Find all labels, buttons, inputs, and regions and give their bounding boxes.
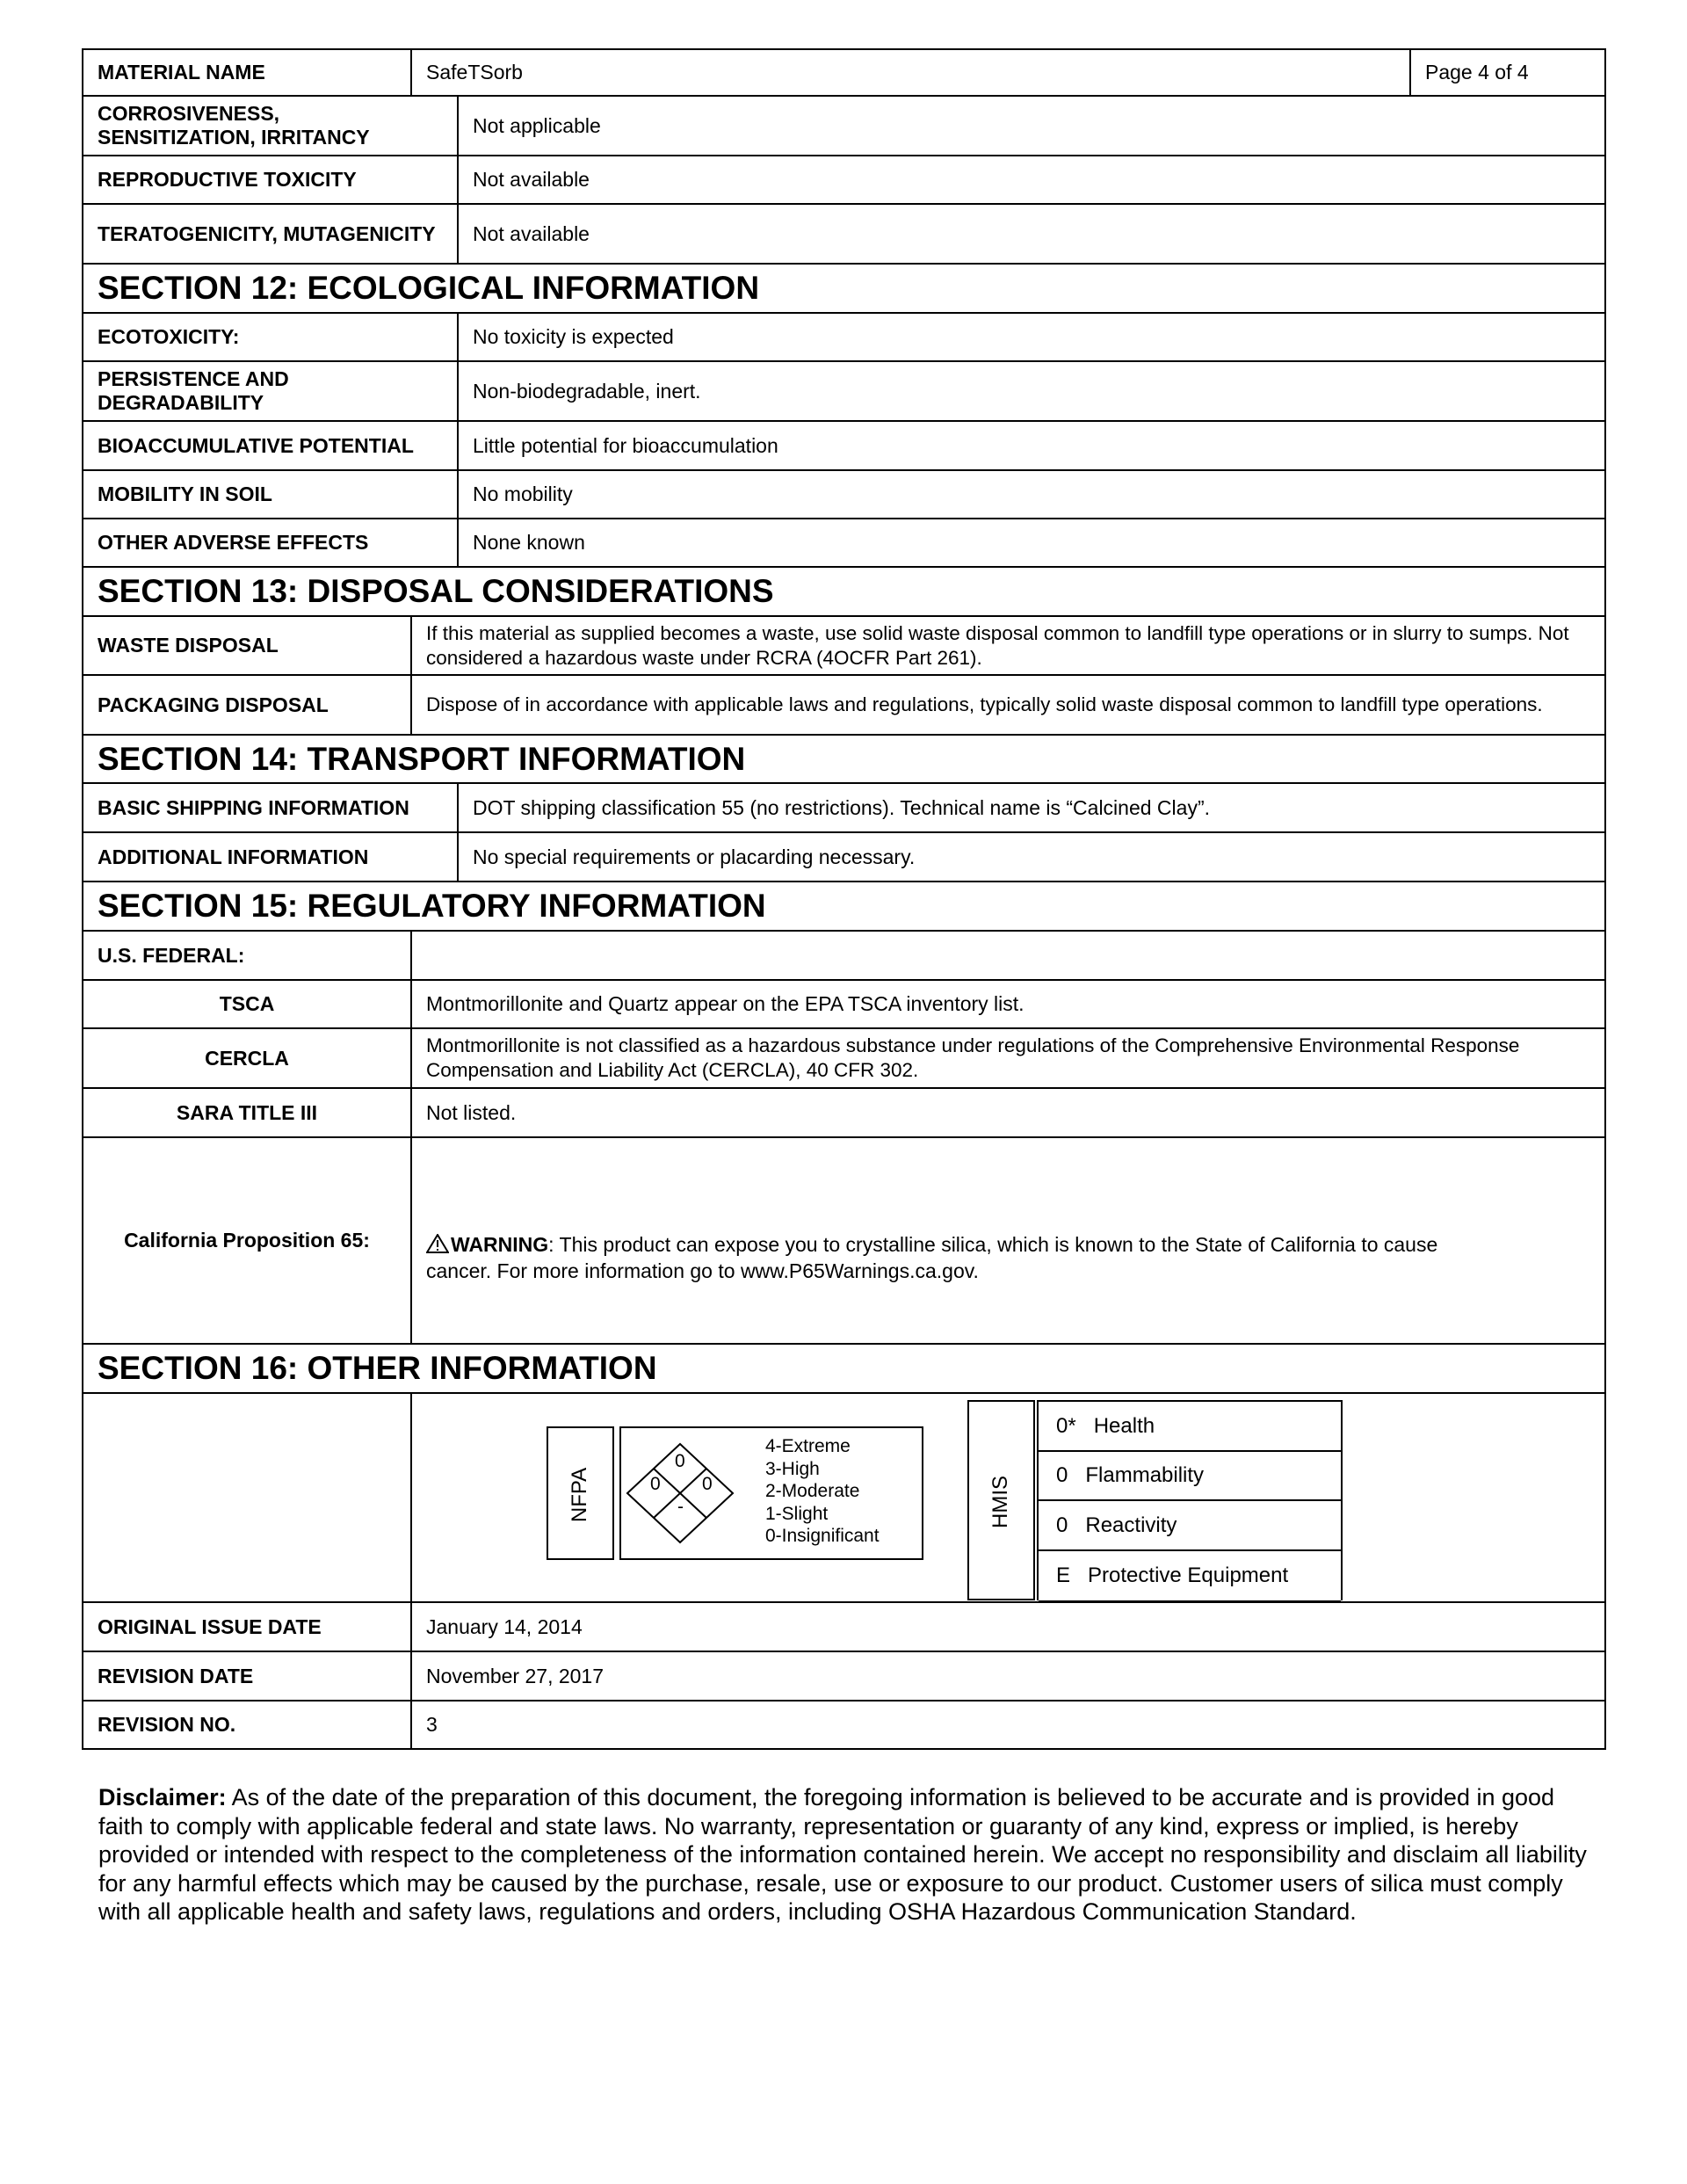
eco-value: Non-biodegradable, inert. [457,362,1604,420]
nfpa-special-value: - [677,1497,684,1517]
regulatory-label: TSCA [219,992,275,1015]
date-row [82,1701,1606,1750]
eco-row [82,362,1606,422]
hmis-flammability [1039,1452,1341,1501]
transport-row [82,833,1606,882]
hmis-label-box [967,1400,1035,1600]
date-value: November 27, 2017 [410,1652,1604,1700]
regulatory-label: CERCLA [205,1046,289,1070]
disclaimer-text: As of the date of the preparation of this document, the foregoing information is believed to be accurate and is provided in good faith to comply with applicable federal and state laws. No warranty, representation or guaranty of any kind, express or implied, is hereby provided or intended with respect to the completeness of the information contained herein. We accept no responsibility and disclaim all liability for any harmful effects which may be caused by the purchase, resale, use or exposure to our product. Customer users of silica must comply with all applicable health and safety laws, regulations and orders, including OSHA Hazardous Communication Standard. [98,1784,1587,1925]
ratings-row [82,1394,1606,1603]
transport-value: DOT shipping classification 55 (no restrictions). Technical name is “Calcined Clay”. [457,784,1604,831]
regulatory-value: Montmorillonite is not classified as a hazardous substance under regulations of the Comprehensive Environmental Response Compensation and Liability Act (CERCLA), 40 CFR 302. [410,1029,1604,1087]
eco-value: Little potential for bioaccumulation [457,422,1604,469]
legend-item: 4-Extreme [765,1436,851,1456]
regulatory-row [82,1089,1606,1138]
eco-row [82,422,1606,471]
nfpa-diamond-box [619,1426,923,1560]
tox-label: REPRODUCTIVE TOXICITY [98,168,357,191]
disclaimer [98,1783,1592,1926]
material-name-label: MATERIAL NAME [98,61,265,83]
section-12-heading-row [82,265,1606,314]
warning-triangle-icon [426,1234,449,1253]
eco-value: No toxicity is expected [457,314,1604,360]
hmis-reactivity [1039,1501,1341,1551]
prop65-label: California Proposition 65: [124,1229,370,1252]
prop65-row [82,1138,1606,1345]
page-number: Page 4 of 4 [1409,50,1604,95]
legend-item: 3-High [765,1458,820,1479]
hmis-category: Flammability [1085,1463,1205,1487]
hmis-protective-equipment [1039,1551,1341,1602]
nfpa-legend [765,1435,880,1548]
nfpa-reactivity-value: 0 [702,1474,713,1494]
nfpa-label: NFPA [568,1467,591,1523]
date-label: REVISION DATE [98,1664,254,1687]
eco-label: ECOTOXICITY: [98,325,240,348]
nfpa-label-box [547,1426,614,1560]
hmis-value: 0* [1056,1413,1076,1438]
eco-label: OTHER ADVERSE EFFECTS [98,531,369,554]
disposal-row [82,676,1606,736]
federal-row [82,932,1606,981]
date-value: January 14, 2014 [410,1603,1604,1651]
eco-value: None known [457,519,1604,566]
section-14-title: SECTION 14: TRANSPORT INFORMATION [98,740,746,777]
federal-label: U.S. FEDERAL: [98,943,245,967]
hmis-category: Reactivity [1085,1513,1177,1537]
hmis-label: HMIS [988,1476,1012,1528]
section-14-heading-row [82,736,1606,784]
regulatory-row [82,1029,1606,1089]
legend-item: 2-Moderate [765,1481,860,1501]
date-label: REVISION NO. [98,1713,236,1736]
regulatory-label: SARA TITLE III [176,1100,318,1124]
tox-value: Not available [457,205,1604,263]
eco-label: MOBILITY IN SOIL [98,483,272,505]
section-12-title: SECTION 12: ECOLOGICAL INFORMATION [98,270,760,306]
tox-label: TERATOGENICITY, MUTAGENICITY [98,221,436,245]
regulatory-row [82,981,1606,1029]
legend-item: 0-Insignificant [765,1526,880,1546]
transport-label: ADDITIONAL INFORMATION [98,845,369,868]
eco-row [82,314,1606,362]
section-16-title: SECTION 16: OTHER INFORMATION [98,1350,657,1386]
legend-item: 1-Slight [765,1503,829,1524]
nfpa-health-value: 0 [675,1451,685,1471]
date-row [82,1652,1606,1701]
federal-value [410,932,1604,979]
nfpa-flammability-value: 0 [650,1474,661,1494]
section-13-title: SECTION 13: DISPOSAL CONSIDERATIONS [98,573,774,609]
hmis-value: E [1056,1564,1071,1587]
section-15-heading-row [82,882,1606,932]
transport-label: BASIC SHIPPING INFORMATION [98,795,409,819]
hmis-value: 0 [1056,1463,1068,1487]
disposal-row [82,617,1606,676]
eco-label: BIOACCUMULATIVE POTENTIAL [98,433,414,457]
disposal-label: PACKAGING DISPOSAL [98,693,329,716]
eco-row [82,471,1606,519]
section-15-title: SECTION 15: REGULATORY INFORMATION [98,888,766,924]
hmis-category: Protective Equipment [1088,1564,1289,1587]
prop65-warning [410,1138,1604,1343]
disposal-value: If this material as supplied becomes a waste, use solid waste disposal common to landfill type operations or in slurry to sumps. Not considered a hazardous waste under RCRA (4OCFR Part 261). [410,617,1604,674]
eco-label: PERSISTENCE AND DEGRADABILITY [98,367,289,414]
hmis-table [1037,1400,1343,1600]
tox-row [82,156,1606,205]
date-row [82,1603,1606,1652]
hmis-value: 0 [1056,1513,1068,1537]
material-name-value: SafeTSorb [410,50,1409,95]
disposal-value: Dispose of in accordance with applicable laws and regulations, typically solid waste disposal common to landfill type operations. [410,676,1604,734]
section-16-heading-row [82,1345,1606,1394]
tox-value: Not applicable [457,97,1604,155]
warning-text: : This product can expose you to crystalline silica, which is known to the State of California to cause cancer. For more information go to www.P65Warnings.ca.gov. [426,1233,1438,1282]
sds-page-4 [82,48,1606,1750]
disposal-label: WASTE DISPOSAL [98,634,279,657]
hmis-health [1039,1402,1341,1452]
ratings-figure [410,1394,1604,1603]
eco-value: No mobility [457,471,1604,518]
transport-value: No special requirements or placarding necessary. [457,833,1604,881]
section-13-heading-row [82,568,1606,617]
eco-row [82,519,1606,568]
ratings-label-empty [83,1394,410,1601]
regulatory-value: Montmorillonite and Quartz appear on the EPA TSCA inventory list. [410,981,1604,1027]
hmis-category: Health [1093,1413,1155,1438]
disclaimer-label: Disclaimer: [98,1784,227,1810]
date-value: 3 [410,1701,1604,1748]
tox-value: Not available [457,156,1604,203]
date-label: ORIGINAL ISSUE DATE [98,1614,322,1638]
regulatory-value: Not listed. [410,1089,1604,1136]
tox-row [82,205,1606,265]
transport-row [82,784,1606,833]
tox-label: CORROSIVENESS, SENSITIZATION, IRRITANCY [98,102,370,149]
header-row [82,48,1606,97]
warning-word: WARNING [451,1233,549,1256]
tox-row [82,97,1606,156]
